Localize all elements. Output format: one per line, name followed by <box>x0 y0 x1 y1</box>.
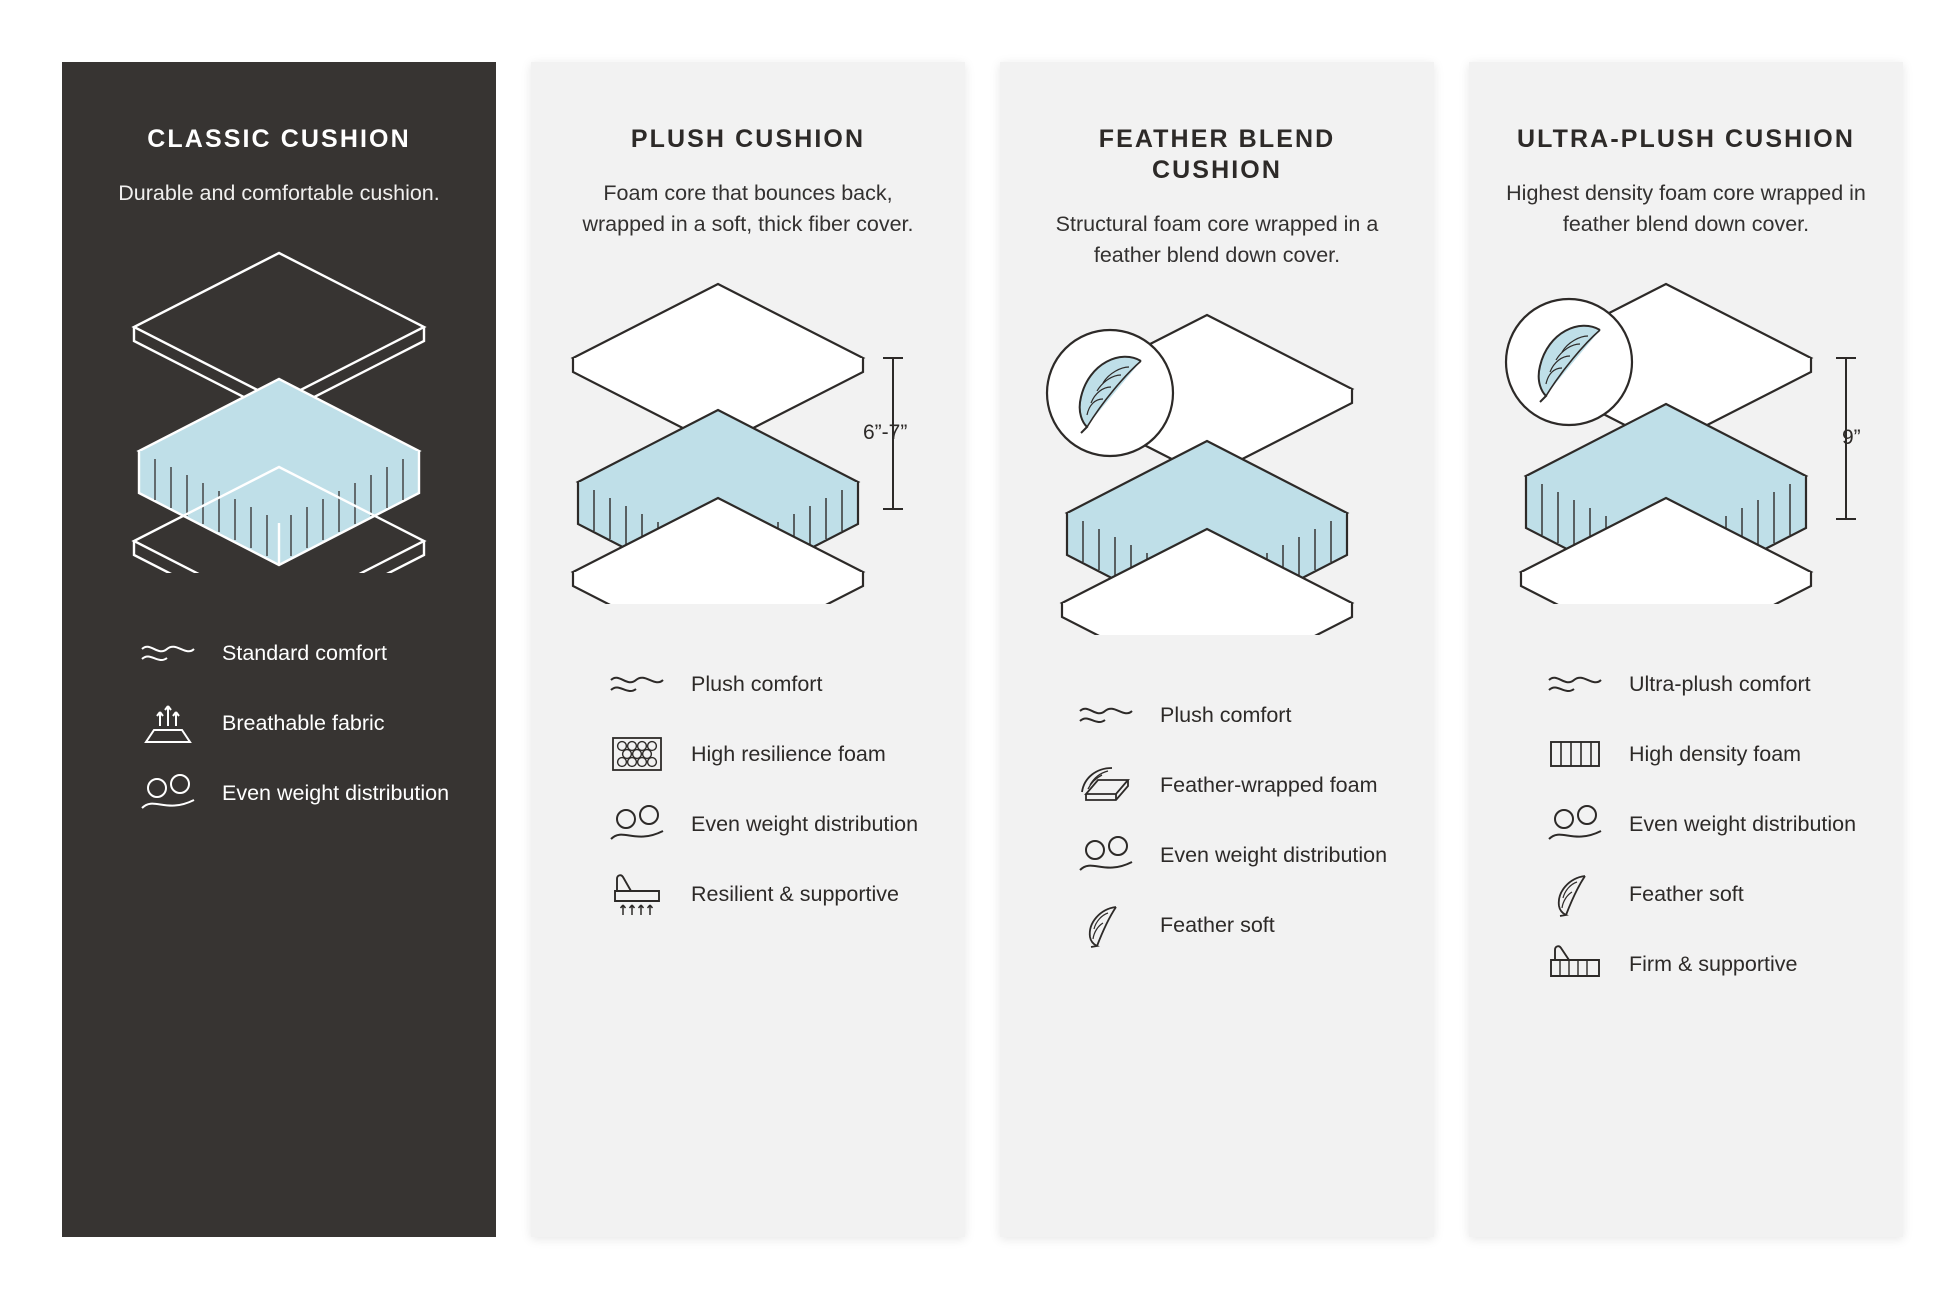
cushion-diagram-plush <box>561 274 935 619</box>
feature-label: Standard comfort <box>222 640 387 665</box>
card-title: PLUSH CUSHION <box>630 125 866 153</box>
feather-badge-icon <box>1506 299 1632 425</box>
feature-label: Plush comfort <box>1160 703 1292 728</box>
even-weight-icon <box>140 770 202 816</box>
dimension-label: 9” <box>1842 426 1861 450</box>
feature-label: High density foam <box>1629 742 1802 767</box>
feature-label: Even weight distribution <box>222 780 450 805</box>
feature-item <box>609 859 925 929</box>
wave-icon <box>1547 671 1609 697</box>
card-title: ULTRA-PLUSH CUSHION <box>1516 125 1856 153</box>
feature-list <box>561 649 935 929</box>
cushion-diagram-ultra-plush <box>1499 274 1873 619</box>
feature-item <box>1547 719 1863 789</box>
feature-list <box>92 618 466 828</box>
wave-icon <box>1078 702 1140 728</box>
breathable-fabric-icon <box>140 700 202 746</box>
high-density-foam-icon <box>1547 734 1609 774</box>
feature-label: Plush comfort <box>691 672 823 697</box>
card-feather-blend-cushion[interactable] <box>1000 62 1434 1237</box>
feature-label: Even weight distribution <box>1629 812 1857 837</box>
feature-label: Even weight distribution <box>691 812 919 837</box>
feature-item <box>609 649 925 719</box>
feature-label: Breathable fabric <box>222 710 385 735</box>
card-title: CLASSIC CUSHION <box>147 125 411 153</box>
feather-icon <box>1078 901 1140 949</box>
feature-list <box>1499 649 1873 999</box>
feature-item <box>1547 789 1863 859</box>
card-description: Durable and comfortable cushion. <box>118 181 440 205</box>
supportive-seat-icon <box>609 871 671 917</box>
feature-item <box>1078 820 1394 890</box>
dimension-label: 6”-7” <box>863 421 908 445</box>
feature-item <box>609 789 925 859</box>
card-row <box>62 62 1903 1237</box>
even-weight-icon <box>1547 801 1609 847</box>
feather-icon <box>1547 870 1609 918</box>
feature-label: Resilient & supportive <box>691 882 899 907</box>
feature-item <box>1078 750 1394 820</box>
feature-item <box>140 688 456 758</box>
honeycomb-foam-icon <box>609 732 671 776</box>
feather-wrapped-foam-icon <box>1078 762 1140 808</box>
cushion-diagram-classic <box>92 243 466 588</box>
feature-label: Firm & supportive <box>1629 952 1798 977</box>
wave-icon <box>140 640 202 666</box>
feature-item <box>609 719 925 789</box>
feature-label: Feather-wrapped foam <box>1160 773 1378 798</box>
card-description: Highest density foam core wrapped in feather blend down cover. <box>1506 181 1866 237</box>
feature-item <box>1547 859 1863 929</box>
feature-list <box>1030 680 1404 960</box>
feature-item <box>1547 649 1863 719</box>
card-plush-cushion[interactable] <box>531 62 965 1237</box>
feature-item <box>1078 890 1394 960</box>
feature-item <box>1547 929 1863 999</box>
cushion-diagram-feather-blend <box>1030 305 1404 650</box>
feature-label: High resilience foam <box>691 742 886 767</box>
feature-label: Feather soft <box>1160 913 1275 938</box>
feature-item <box>1078 680 1394 750</box>
even-weight-icon <box>1078 832 1140 878</box>
feature-item <box>140 618 456 688</box>
wave-icon <box>609 671 671 697</box>
feature-item <box>140 758 456 828</box>
feature-label: Even weight distribution <box>1160 843 1388 868</box>
card-description: Foam core that bounces back, wrapped in a soft, thick fiber cover. <box>582 181 914 237</box>
card-title: FEATHER BLEND CUSHION <box>1098 125 1336 184</box>
even-weight-icon <box>609 801 671 847</box>
feature-label: Ultra-plush comfort <box>1629 672 1811 697</box>
card-ultra-plush-cushion[interactable] <box>1469 62 1903 1237</box>
firm-seat-icon <box>1547 942 1609 986</box>
card-description: Structural foam core wrapped in a feather blend down cover. <box>1055 212 1379 268</box>
feature-label: Feather soft <box>1629 882 1744 907</box>
card-classic-cushion[interactable] <box>62 62 496 1237</box>
feather-badge-icon <box>1047 330 1173 456</box>
